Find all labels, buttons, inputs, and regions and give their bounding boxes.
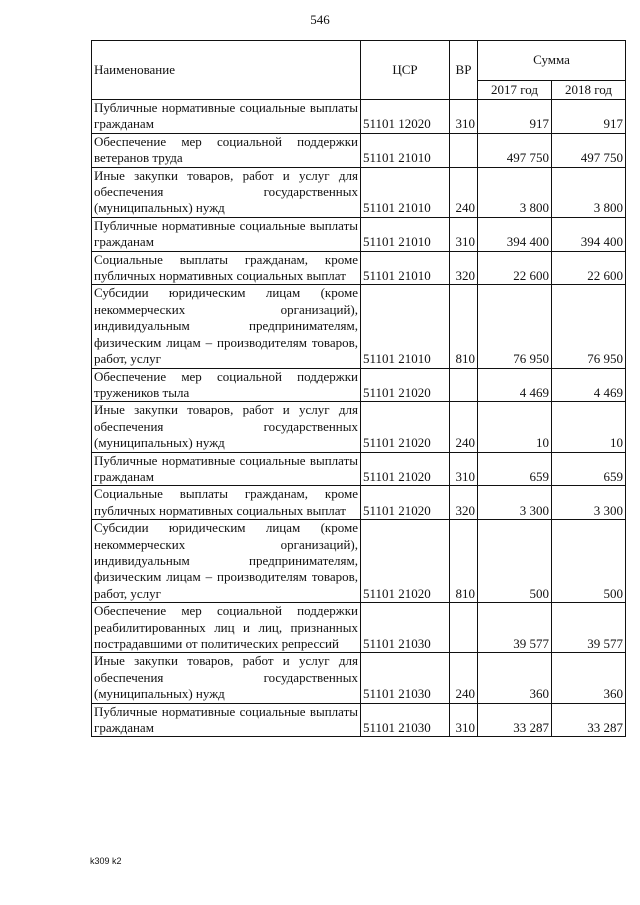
row-sum-2018: 497 750: [552, 133, 626, 167]
row-sum-2017: 3 800: [478, 167, 552, 217]
budget-table: [91, 40, 626, 737]
table-row: [92, 603, 626, 653]
row-vr: 320: [450, 486, 478, 520]
table-row: [92, 368, 626, 402]
row-vr: [450, 368, 478, 402]
row-csr: 51101 21030: [361, 703, 450, 737]
row-sum-2018: 3 300: [552, 486, 626, 520]
header-csr: ЦСР: [361, 41, 450, 100]
table-row: [92, 486, 626, 520]
row-sum-2017: 917: [478, 100, 552, 134]
row-sum-2018: 4 469: [552, 368, 626, 402]
table-row: [92, 402, 626, 452]
row-name: Социальные выплаты гражданам, кроме публичных нормативных социальных выплат: [92, 486, 361, 520]
row-name: Обеспечение мер социальной поддержки реабилитированных лиц и лиц, признанных пострадавшими от политических репрессий: [92, 603, 361, 653]
row-sum-2017: 500: [478, 520, 552, 603]
row-sum-2017: 659: [478, 452, 552, 486]
header-sum: Сумма: [478, 41, 626, 81]
table-row: [92, 520, 626, 603]
row-csr: 51101 21020: [361, 452, 450, 486]
row-name: Иные закупки товаров, работ и услуг для обеспечения государственных (муниципальных) нужд: [92, 653, 361, 703]
row-sum-2018: 39 577: [552, 603, 626, 653]
row-sum-2018: 33 287: [552, 703, 626, 737]
row-vr: 310: [450, 703, 478, 737]
row-name: Публичные нормативные социальные выплаты гражданам: [92, 452, 361, 486]
row-vr: 320: [450, 251, 478, 285]
row-sum-2018: 22 600: [552, 251, 626, 285]
row-sum-2017: 39 577: [478, 603, 552, 653]
row-sum-2017: 33 287: [478, 703, 552, 737]
header-year-2018: 2018 год: [552, 80, 626, 99]
row-name: Публичные нормативные социальные выплаты гражданам: [92, 703, 361, 737]
table-row: [92, 133, 626, 167]
row-sum-2017: 76 950: [478, 285, 552, 368]
row-csr: 51101 21030: [361, 653, 450, 703]
row-sum-2018: 76 950: [552, 285, 626, 368]
header-vr: ВР: [450, 41, 478, 100]
row-sum-2017: 360: [478, 653, 552, 703]
row-csr: 51101 21010: [361, 167, 450, 217]
row-name: Социальные выплаты гражданам, кроме публичных нормативных социальных выплат: [92, 251, 361, 285]
table-row: [92, 703, 626, 737]
table-row: [92, 285, 626, 368]
row-csr: 51101 21010: [361, 251, 450, 285]
row-vr: 240: [450, 402, 478, 452]
row-name: Публичные нормативные социальные выплаты гражданам: [92, 217, 361, 251]
row-csr: 51101 21020: [361, 368, 450, 402]
table-row: [92, 653, 626, 703]
header-year-2017: 2017 год: [478, 80, 552, 99]
row-sum-2018: 659: [552, 452, 626, 486]
row-csr: 51101 21020: [361, 402, 450, 452]
table-row: [92, 452, 626, 486]
row-sum-2018: 917: [552, 100, 626, 134]
row-vr: 240: [450, 167, 478, 217]
row-vr: 310: [450, 452, 478, 486]
row-sum-2017: 4 469: [478, 368, 552, 402]
header-name: Наименование: [92, 41, 361, 100]
row-sum-2018: 394 400: [552, 217, 626, 251]
row-csr: 51101 21010: [361, 217, 450, 251]
row-sum-2017: 10: [478, 402, 552, 452]
row-sum-2017: 497 750: [478, 133, 552, 167]
row-name: Обеспечение мер социальной поддержки ветеранов труда: [92, 133, 361, 167]
row-csr: 51101 21010: [361, 133, 450, 167]
table-row: [92, 217, 626, 251]
row-vr: 810: [450, 285, 478, 368]
row-csr: 51101 12020: [361, 100, 450, 134]
row-sum-2017: 3 300: [478, 486, 552, 520]
footer-code: k309 k2: [90, 856, 122, 866]
row-name: Субсидии юридическим лицам (кроме некоммерческих организаций), индивидуальным предпринимателям, физическим лицам – производителям товаров, работ, услуг: [92, 285, 361, 368]
row-csr: 51101 21020: [361, 486, 450, 520]
row-name: Публичные нормативные социальные выплаты гражданам: [92, 100, 361, 134]
row-sum-2018: 500: [552, 520, 626, 603]
row-csr: 51101 21020: [361, 520, 450, 603]
row-sum-2018: 3 800: [552, 167, 626, 217]
row-csr: 51101 21030: [361, 603, 450, 653]
row-name: Иные закупки товаров, работ и услуг для обеспечения государственных (муниципальных) нужд: [92, 402, 361, 452]
row-sum-2018: 10: [552, 402, 626, 452]
row-sum-2018: 360: [552, 653, 626, 703]
row-sum-2017: 22 600: [478, 251, 552, 285]
table-row: [92, 167, 626, 217]
row-vr: 240: [450, 653, 478, 703]
row-vr: [450, 133, 478, 167]
table-row: [92, 100, 626, 134]
table-row: [92, 251, 626, 285]
row-sum-2017: 394 400: [478, 217, 552, 251]
row-vr: 310: [450, 100, 478, 134]
page-number: 546: [310, 12, 330, 27]
row-vr: 810: [450, 520, 478, 603]
row-vr: 310: [450, 217, 478, 251]
row-csr: 51101 21010: [361, 285, 450, 368]
row-name: Обеспечение мер социальной поддержки тружеников тыла: [92, 368, 361, 402]
row-name: Субсидии юридическим лицам (кроме некоммерческих организаций), индивидуальным предпринимателям, физическим лицам – производителям товаров, работ, услуг: [92, 520, 361, 603]
row-vr: [450, 603, 478, 653]
row-name: Иные закупки товаров, работ и услуг для обеспечения государственных (муниципальных) нужд: [92, 167, 361, 217]
